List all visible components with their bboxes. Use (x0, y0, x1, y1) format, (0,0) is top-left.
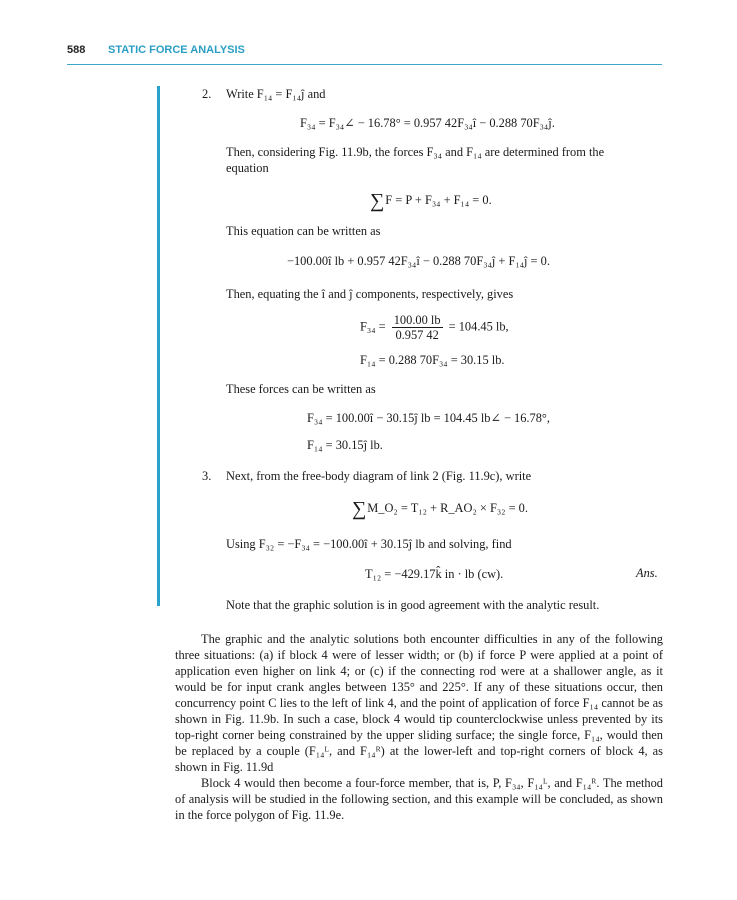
step-3-text-1: Using F₃₂ = −F₃₄ = −100.00î + 30.15ĵ lb and solving, find (226, 537, 512, 551)
page-header (67, 44, 662, 65)
step-3-number: 3. (202, 469, 212, 483)
step-2-text-4: Then, equating the î and ĵ components, respectively, gives (226, 287, 514, 301)
equation-t12: T₁₂ = −429.17k̂ in · lb (cw). (365, 567, 504, 581)
body-paragraph-1: The graphic and the analytic solutions both encounter difficulties in any of the following three situations: (a) if block 4 were of lesser width; or (b) if force P were applied at a point of application even higher on link 4; or (c) if the connecting rod were at a shallower angle, as it would be for input crank angles between 135° and 225°. If any of these situations occur, then concurrency point C lies to the left of link 4, and the point of application of force F₁₄ cannot be as shown in Fig. 11.9b. In such a case, block 4 would tip counterclockwise unless prevented by its top-right corner being constrained by the upper sliding surface; the single force, F₁₄, would then be replaced by a couple (F₁₄ᴸ, and F₁₄ᴿ) at the lower-left and top-right corners of block 4, as shown in Fig. 11.9d (175, 632, 663, 774)
step-3-note: Note that the graphic solution is in good agreement with the analytic result. (226, 598, 600, 612)
equation-moment-sum-text: M_O₂ = T₁₂ + R_AO₂ × F₃₂ = 0. (367, 501, 528, 515)
chapter-title: STATIC FORCE ANALYSIS (108, 44, 245, 56)
step-2-text-3: This equation can be written as (226, 224, 381, 238)
step-2-text-2: equation (226, 161, 269, 175)
equation-f34-polar: F₃₄ = F₃₄∠ − 16.78° = 0.957 42F₃₄î − 0.288 70F₃₄ĵ. (300, 116, 555, 130)
page-number: 588 (67, 44, 86, 56)
answer-label: Ans. (636, 566, 658, 580)
step-2-text-1: Then, considering Fig. 11.9b, the forces F₃₄ and F₁₄ are determined from the (226, 145, 605, 159)
equation-f14-vector: F₁₄ = 30.15ĵ lb. (307, 438, 383, 452)
equation-f34-vector: F₃₄ = 100.00î − 30.15ĵ lb = 104.45 lb∠ − 16.78°, (307, 411, 550, 425)
step-2-intro: Write F₁₄ = F₁₄ĵ and (226, 87, 326, 101)
equation-moment-sum (352, 498, 528, 520)
fraction (392, 313, 443, 342)
fraction-denominator: 0.957 42 (395, 328, 439, 342)
equation-f14-value: F₁₄ = 0.288 70F₃₄ = 30.15 lb. (360, 353, 505, 367)
sum-symbol: ∑ (352, 498, 367, 520)
step-2-number: 2. (202, 87, 212, 101)
body-paragraph-2: Block 4 would then become a four-force member, that is, P, F₃₄, F₁₄ᴸ, and F₁₄ᴿ. The method of analysis will be studied in the following section, and this example will be concluded, as shown in the force polygon of Fig. 11.9e. (175, 776, 663, 822)
step-2-text-5: These forces can be written as (226, 382, 376, 396)
fraction-lhs: F₃₄ = (360, 319, 386, 334)
sum-symbol: ∑ (370, 190, 385, 212)
fraction-rhs: = 104.45 lb, (448, 319, 509, 334)
example-sidebar-bar (157, 86, 160, 606)
equation-f34-fraction (360, 313, 509, 342)
equation-expanded: −100.00î lb + 0.957 42F₃₄î − 0.288 70F₃₄ĵ + F₁₄ĵ = 0. (287, 254, 550, 268)
fraction-numerator: 100.00 lb (393, 313, 441, 327)
equation-force-sum (370, 190, 492, 212)
step-3-intro: Next, from the free-body diagram of link 2 (Fig. 11.9c), write (226, 469, 532, 483)
equation-force-sum-text: F = P + F₃₄ + F₁₄ = 0. (385, 193, 492, 207)
